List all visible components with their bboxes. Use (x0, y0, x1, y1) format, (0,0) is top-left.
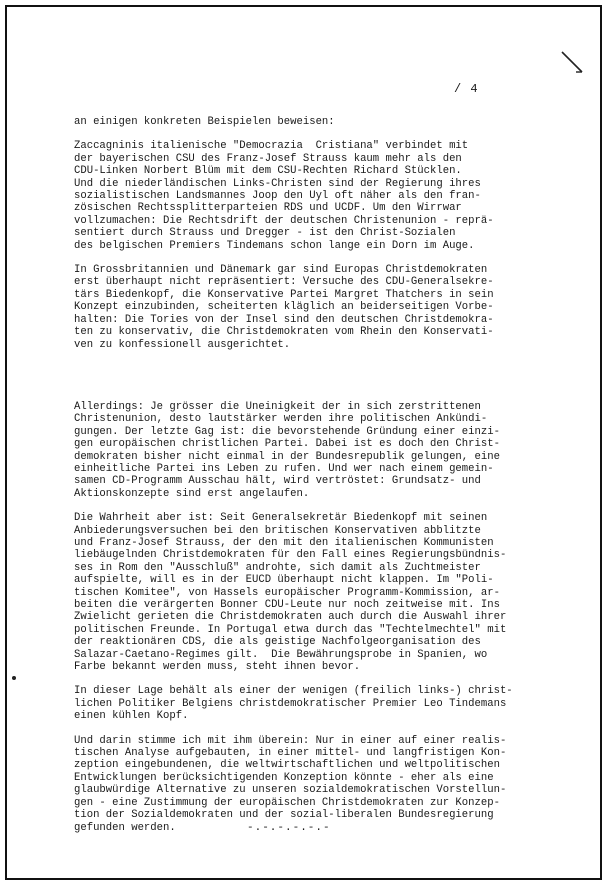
text-line: sentiert durch Strauss und Dregger - ist den Christ-Sozialen (74, 227, 456, 240)
text-line: und Franz-Josef Strauss, der den mit den italienischen Kommunisten (74, 536, 494, 549)
paragraph (74, 140, 574, 252)
text-line: ten zu konservativ, die Christdemokraten vom Rhein den Konservati- (74, 326, 494, 339)
text-line: tischen Analyse aufgebauten, in einer mittel- und langfristigen Kon- (74, 747, 507, 760)
paragraph (74, 735, 574, 834)
text-line: erst überhaupt nicht repräsentiert: Versuche des CDU-Generalsekre- (74, 276, 494, 289)
text-line: Die Wahrheit aber ist: Seit Generalsekretär Biedenkopf mit seinen (74, 512, 488, 525)
text-line: zeption eingebundenen, die weltwirtschaftlichen und weltpolitischen (74, 759, 500, 772)
section-gap (74, 363, 574, 401)
text-line: ven zu konfessionell ausgerichtet. (74, 338, 291, 351)
text-line: der reaktionären CDS, die als geistige Nachfolgeorganisation des (74, 636, 481, 649)
text-line: Zaccagninis italienische "Democrazia Cristiana" verbindet mit (74, 140, 469, 153)
text-line: demokraten bisher nicht einmal in der Bundesrepublik gelungen, eine (74, 450, 500, 463)
paragraph (74, 401, 574, 500)
text-line: lichen Politiker Belgiens christdemokratischer Premier Leo Tindemans (74, 697, 507, 710)
text-line: tion der Sozialdemokraten und der sozial-liberalen Bundesregierung (74, 809, 494, 822)
text-line: Konzept einzubinden, scheiterten kläglich an beiderseitigen Vorbe- (74, 301, 494, 314)
margin-dot (12, 676, 16, 680)
text-line: tischen Komitee", von Hassels europäischer Programm-Kommission, ar- (74, 586, 500, 599)
text-line: In Grossbritannien und Dänemark gar sind Europas Christdemokraten (74, 264, 488, 277)
text-line: zösischen Rechtssplitterparteien RDS und UCDF. Um den Wirrwar (74, 202, 462, 215)
paragraph (74, 264, 574, 351)
text-line: Und die niederländischen Links-Christen sind der Regierung ihres (74, 177, 481, 190)
text-line: des belgischen Premiers Tindemans schon lange ein Dorn im Auge. (74, 239, 475, 252)
text-line: halten: Die Tories von der Insel sind den deutschen Christdemokra- (74, 313, 494, 326)
text-line: gungen. Der letzte Gag ist: die bevorstehende Gründung einer einzi- (74, 425, 500, 438)
text-line: Allerdings: Je grösser die Uneinigkeit der in sich zerstrittenen (74, 400, 481, 413)
text-line: tärs Biedenkopf, die Konservative Partei Margret Thatchers in sein (74, 288, 494, 301)
text-line: aufspielte, will es in der EUCD überhaupt nicht klappen. Im "Poli- (74, 574, 494, 587)
text-line: gen - eine Zustimmung der europäischen Christdemokraten zur Konzep- (74, 796, 500, 809)
text-line: an einigen konkreten Beispielen beweisen: (74, 116, 335, 128)
paragraph (74, 685, 574, 722)
text-line: liebäugelnden Christdemokraten für den Fall eines Regierungsbündnis- (74, 549, 507, 562)
page-number: / 4 (454, 82, 479, 96)
text-line: gefunden werden. (74, 821, 176, 834)
text-line: vollzumachen: Die Rechtsdrift der deutschen Christenunion - reprä- (74, 214, 494, 227)
text-line: Und darin stimme ich mit ihm überein: Nur in einer auf einer realis- (74, 734, 507, 747)
paragraph (74, 116, 574, 128)
text-line: beiten die verärgerten Bonner CDU-Leute nur noch zeitweise mit. Ins (74, 599, 500, 611)
text-line: Salazar-Caetano-Regimes gilt. Die Bewährungsprobe in Spanien, wo (74, 648, 488, 661)
text-line: Zwielicht gerieten die Christdemokraten auch durch die Auswahl ihrer (74, 611, 507, 624)
text-line: einheitliche Partei ins Leben zu rufen. Und wer nach einem gemein- (74, 462, 494, 475)
text-line: Farbe bekannt werden muss, steht ihnen bevor. (74, 661, 361, 674)
text-line: In dieser Lage behält als einer der wenigen (freilich links-) christ- (74, 685, 513, 698)
text-line: einen kühlen Kopf. (74, 710, 189, 723)
closing-mark: -.-.-.-.-.- (247, 822, 331, 834)
text-line: der bayerischen CSU des Franz-Josef Strauss kaum mehr als den (74, 152, 462, 165)
letter-body (74, 116, 574, 846)
text-line: ses in Rom den "Ausschluß" androhte, sich damit als Zuchtmeister (74, 561, 481, 574)
text-line: CDU-Linken Norbert Blüm mit dem CSU-Rechten Richard Stücklen. (74, 165, 462, 178)
text-line: sozialistischen Landsmannes Joop den Uyl oft näher als den fran- (74, 190, 481, 203)
corner-tick-mark (560, 50, 584, 74)
text-line: Christenunion, desto lautstärker werden ihre politischen Ankündi- (74, 413, 488, 426)
text-line: Entwicklungen berücksichtigenden Konzeption könnte - eher als eine (74, 771, 494, 784)
text-line: Anbiederungsversuchen bei den britischen Konservativen abblitzte (74, 524, 481, 537)
text-line: gen europäischen christlichen Partei. Dabei ist es doch den Christ- (74, 438, 500, 451)
paragraph (74, 512, 574, 673)
text-line: politischen Freunde. In Portugal etwa durch das "Techtelmechtel" mit (74, 623, 507, 636)
text-line: glaubwürdige Alternative zu unseren sozialdemokratischen Vorstellun- (74, 784, 507, 797)
text-line: Aktionskonzepte sind erst angelaufen. (74, 487, 310, 500)
text-line: samen CD-Programm Ausschau hält, wird vertröstet: Grundsatz- und (74, 475, 481, 488)
